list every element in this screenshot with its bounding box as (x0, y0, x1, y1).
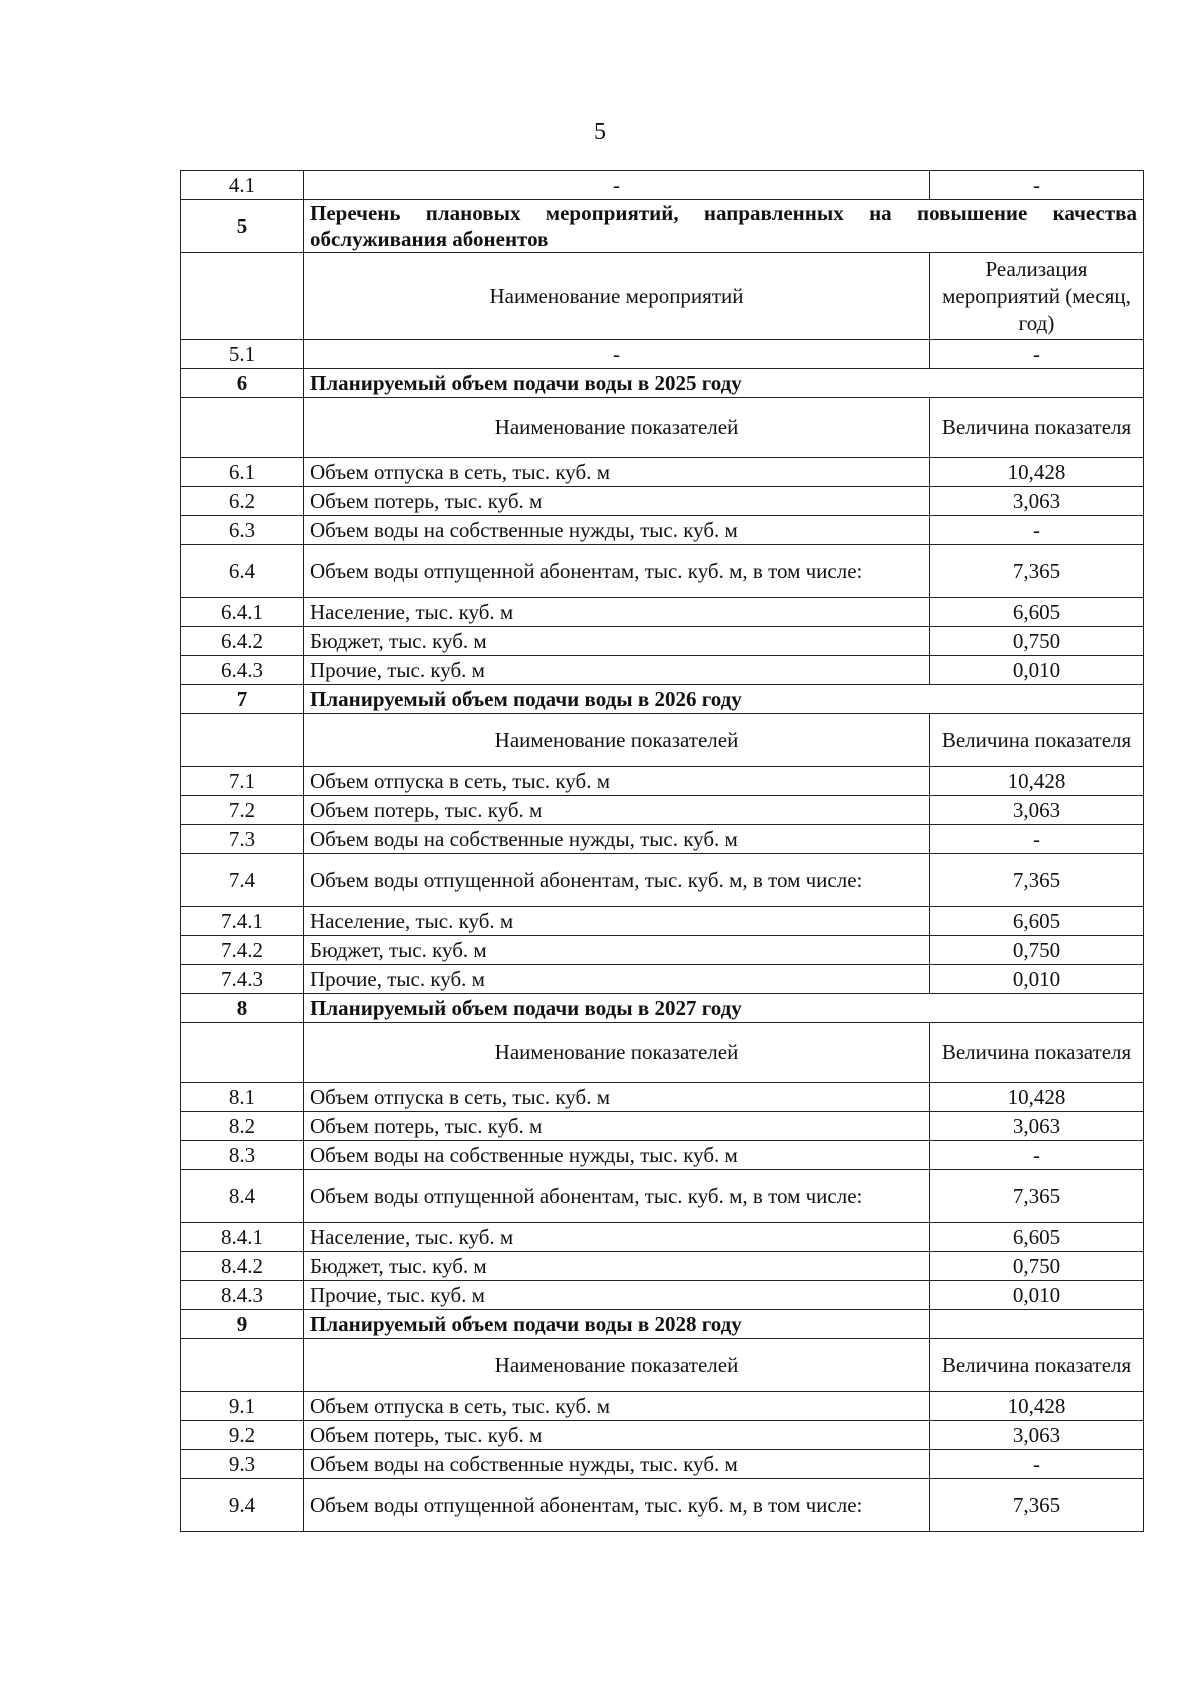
column-header-blank (181, 714, 304, 767)
row-number: 6.1 (181, 458, 304, 487)
row-name: Объем воды на собственные нужды, тыс. куб. м (304, 1141, 930, 1170)
section-title: Планируемый объем подачи воды в 2027 году (304, 994, 1144, 1023)
row-number: 7.4 (181, 854, 304, 907)
row-number: 8.4.2 (181, 1252, 304, 1281)
row-number: 8.4.1 (181, 1223, 304, 1252)
row-value: 3,063 (930, 796, 1144, 825)
column-header-blank (181, 398, 304, 458)
table-row (181, 458, 1144, 487)
table-row (181, 1252, 1144, 1281)
row-name: Объем отпуска в сеть, тыс. куб. м (304, 767, 930, 796)
row-value: 7,365 (930, 854, 1144, 907)
table-row (181, 854, 1144, 907)
row-number: 8.3 (181, 1141, 304, 1170)
row-number: 6.4.3 (181, 656, 304, 685)
table-row (181, 598, 1144, 627)
table-row (181, 656, 1144, 685)
section-number: 9 (181, 1310, 304, 1339)
section-header-row (181, 200, 1144, 253)
row-value: 3,063 (930, 487, 1144, 516)
row-value: - (930, 171, 1144, 200)
section-title: Планируемый объем подачи воды в 2025 году (304, 369, 1144, 398)
section-number: 6 (181, 369, 304, 398)
row-name: Объем отпуска в сеть, тыс. куб. м (304, 1392, 930, 1421)
table-row (181, 1170, 1144, 1223)
section-title: Планируемый объем подачи воды в 2026 году (304, 685, 1144, 714)
column-header-name: Наименование показателей (304, 714, 930, 767)
column-header-value: Величина показателя (930, 1023, 1144, 1083)
table-row (181, 936, 1144, 965)
table-row (181, 1281, 1144, 1310)
row-value: - (930, 340, 1144, 369)
row-name: - (304, 340, 930, 369)
row-name: Объем потерь, тыс. куб. м (304, 796, 930, 825)
row-name: Объем воды на собственные нужды, тыс. куб. м (304, 1450, 930, 1479)
row-name: Объем воды на собственные нужды, тыс. куб. м (304, 825, 930, 854)
section-header-row (181, 685, 1144, 714)
table-row (181, 1112, 1144, 1141)
row-number: 5.1 (181, 340, 304, 369)
row-value: - (930, 1450, 1144, 1479)
section-title: Планируемый объем подачи воды в 2028 году (304, 1310, 930, 1339)
table-row (181, 340, 1144, 369)
table-row (181, 171, 1144, 200)
column-header-name: Наименование показателей (304, 1023, 930, 1083)
row-number: 7.3 (181, 825, 304, 854)
row-number: 6.2 (181, 487, 304, 516)
row-name: - (304, 171, 930, 200)
row-name: Объем потерь, тыс. куб. м (304, 1112, 930, 1141)
row-value: 0,750 (930, 627, 1144, 656)
row-value: 10,428 (930, 1392, 1144, 1421)
row-name: Объем отпуска в сеть, тыс. куб. м (304, 458, 930, 487)
row-number: 7.2 (181, 796, 304, 825)
section-number: 5 (181, 200, 304, 253)
row-number: 8.4 (181, 1170, 304, 1223)
table-row (181, 907, 1144, 936)
table-row (181, 825, 1144, 854)
row-number: 9.4 (181, 1479, 304, 1532)
row-name: Объем потерь, тыс. куб. м (304, 1421, 930, 1450)
row-number: 9.2 (181, 1421, 304, 1450)
row-number: 6.4.2 (181, 627, 304, 656)
section-title: Перечень плановых мероприятий, направленных на повышение качества обслуживания абонентов (304, 200, 1144, 253)
row-value: 3,063 (930, 1112, 1144, 1141)
section-blank-cell (930, 1310, 1144, 1339)
table-row (181, 516, 1144, 545)
section-number: 8 (181, 994, 304, 1023)
row-value: 10,428 (930, 458, 1144, 487)
column-header-row (181, 253, 1144, 340)
row-value: 7,365 (930, 545, 1144, 598)
row-number: 6.4 (181, 545, 304, 598)
row-value: 10,428 (930, 1083, 1144, 1112)
section-header-row (181, 1310, 1144, 1339)
table-row (181, 796, 1144, 825)
table-row (181, 965, 1144, 994)
row-value: 3,063 (930, 1421, 1144, 1450)
column-header-row (181, 714, 1144, 767)
row-name: Прочие, тыс. куб. м (304, 656, 930, 685)
row-name: Население, тыс. куб. м (304, 907, 930, 936)
row-name: Объем воды отпущенной абонентам, тыс. куб. м, в том числе: (304, 854, 930, 907)
row-value: 6,605 (930, 598, 1144, 627)
row-name: Объем воды отпущенной абонентам, тыс. куб. м, в том числе: (304, 1479, 930, 1532)
row-value: 6,605 (930, 1223, 1144, 1252)
row-number: 7.1 (181, 767, 304, 796)
row-number: 9.3 (181, 1450, 304, 1479)
column-header-value: Реализация мероприятий (месяц, год) (930, 253, 1144, 340)
row-value: 0,750 (930, 936, 1144, 965)
table-row (181, 1479, 1144, 1532)
table-row (181, 767, 1144, 796)
column-header-value: Величина показателя (930, 1339, 1144, 1392)
row-value: 0,010 (930, 1281, 1144, 1310)
row-name: Объем воды отпущенной абонентам, тыс. куб. м, в том числе: (304, 545, 930, 598)
table-row (181, 1392, 1144, 1421)
table-row (181, 1141, 1144, 1170)
column-header-value: Величина показателя (930, 714, 1144, 767)
section-header-row (181, 369, 1144, 398)
row-number: 9.1 (181, 1392, 304, 1421)
row-name: Прочие, тыс. куб. м (304, 1281, 930, 1310)
row-name: Объем потерь, тыс. куб. м (304, 487, 930, 516)
row-value: - (930, 825, 1144, 854)
section-header-row (181, 994, 1144, 1023)
column-header-name: Наименование показателей (304, 398, 930, 458)
column-header-name: Наименование показателей (304, 1339, 930, 1392)
row-number: 7.4.1 (181, 907, 304, 936)
row-name: Объем воды на собственные нужды, тыс. куб. м (304, 516, 930, 545)
page-number: 5 (594, 119, 606, 145)
column-header-row (181, 1339, 1144, 1392)
row-number: 8.4.3 (181, 1281, 304, 1310)
row-name: Объем отпуска в сеть, тыс. куб. м (304, 1083, 930, 1112)
row-name: Бюджет, тыс. куб. м (304, 627, 930, 656)
row-number: 8.2 (181, 1112, 304, 1141)
column-header-row (181, 398, 1144, 458)
row-number: 6.4.1 (181, 598, 304, 627)
row-value: 6,605 (930, 907, 1144, 936)
column-header-row (181, 1023, 1144, 1083)
table-row (181, 1450, 1144, 1479)
row-number: 7.4.3 (181, 965, 304, 994)
row-name: Население, тыс. куб. м (304, 1223, 930, 1252)
section-number: 7 (181, 685, 304, 714)
row-value: 7,365 (930, 1479, 1144, 1532)
row-value: 0,010 (930, 965, 1144, 994)
table-row (181, 627, 1144, 656)
row-name: Бюджет, тыс. куб. м (304, 1252, 930, 1281)
table-row (181, 545, 1144, 598)
indicators-table (180, 170, 1144, 1532)
row-name: Бюджет, тыс. куб. м (304, 936, 930, 965)
column-header-name: Наименование мероприятий (304, 253, 930, 340)
row-value: - (930, 516, 1144, 545)
row-name: Население, тыс. куб. м (304, 598, 930, 627)
row-name: Объем воды отпущенной абонентам, тыс. куб. м, в том числе: (304, 1170, 930, 1223)
row-number: 8.1 (181, 1083, 304, 1112)
row-name: Прочие, тыс. куб. м (304, 965, 930, 994)
column-header-blank (181, 1339, 304, 1392)
column-header-blank (181, 253, 304, 340)
row-value: 0,750 (930, 1252, 1144, 1281)
column-header-value: Величина показателя (930, 398, 1144, 458)
row-value: 10,428 (930, 767, 1144, 796)
row-value: 0,010 (930, 656, 1144, 685)
row-number: 7.4.2 (181, 936, 304, 965)
table-row (181, 1083, 1144, 1112)
row-value: 7,365 (930, 1170, 1144, 1223)
table-row (181, 1421, 1144, 1450)
column-header-blank (181, 1023, 304, 1083)
table-row (181, 1223, 1144, 1252)
row-number: 4.1 (181, 171, 304, 200)
table-row (181, 487, 1144, 516)
row-value: - (930, 1141, 1144, 1170)
row-number: 6.3 (181, 516, 304, 545)
